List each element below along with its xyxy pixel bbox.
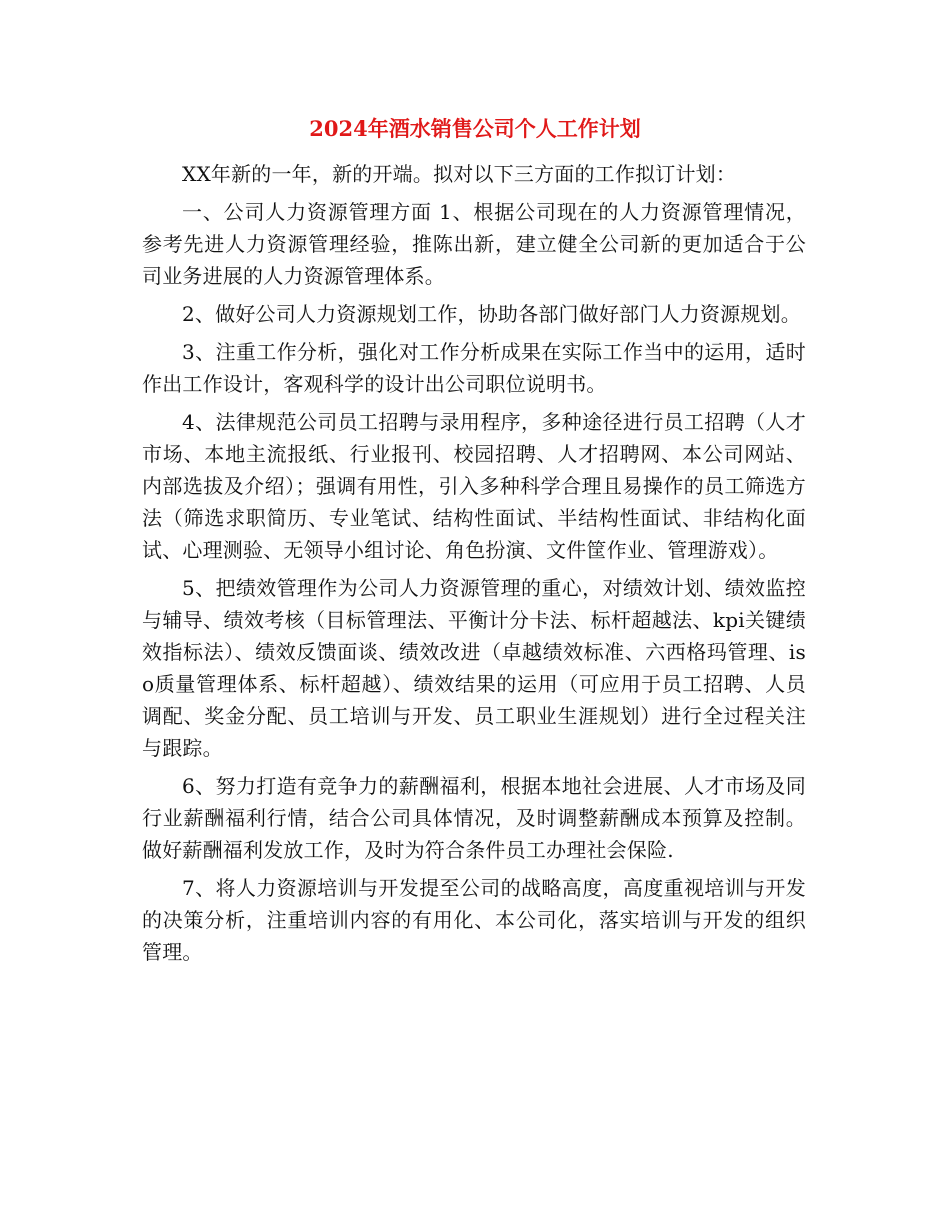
paragraph-intro: XX年新的一年，新的开端。拟对以下三方面的工作拟订计划：: [182, 162, 737, 186]
paragraph-item-4: 4、法律规范公司员工招聘与录用程序，多种途径进行员工招聘（人才市场、本地主流报纸、行业报刊、校园招聘、人才招聘网、本公司网站、内部选拔及介绍）；强调有用性，引入多种科学合理且易操作的员工筛选方法（筛选求职简历、专业笔试、结构性面试、半结构性面试、非结构化面试、心理测验、无领导小组讨论、角色扮演、文件筐作业、管理游戏）。: [142, 410, 806, 562]
document-body: [142, 158, 806, 974]
paragraph-item-6: 6、努力打造有竞争力的薪酬福利，根据本地社会进展、人才市场及同行业薪酬福利行情，结合公司具体情况，及时调整薪酬成本预算及控制。做好薪酬福利发放工作，及时为符合条件员工办理社会保险.: [142, 774, 806, 862]
document-title: 2024年酒水销售公司个人工作计划: [309, 116, 641, 141]
paragraph-section-1: 一、公司人力资源管理方面 1、根据公司现在的人力资源管理情况，参考先进人力资源管理经验，推陈出新，建立健全公司新的更加适合于公司业务进展的人力资源管理体系。: [142, 200, 806, 288]
paragraph-item-3: 3、注重工作分析，强化对工作分析成果在实际工作当中的运用，适时作出工作设计，客观科学的设计出公司职位说明书。: [142, 340, 806, 396]
paragraph-item-2: 2、做好公司人力资源规划工作，协助各部门做好部门人力资源规划。: [182, 302, 801, 326]
paragraph-item-7: 7、将人力资源培训与开发提至公司的战略高度，高度重视培训与开发的决策分析，注重培训内容的有用化、本公司化，落实培训与开发的组织管理。: [142, 876, 806, 964]
paragraph-item-5: 5、把绩效管理作为公司人力资源管理的重心，对绩效计划、绩效监控与辅导、绩效考核（目标管理法、平衡计分卡法、标杆超越法、kpi关键绩效指标法）、绩效反馈面谈、绩效改进（卓越绩效标准、六西格玛管理、iso质量管理体系、标杆超越）、绩效结果的运用（可应用于员工招聘、人员调配、奖金分配、员工培训与开发、员工职业生涯规划）进行全过程关注与跟踪。: [142, 576, 806, 760]
